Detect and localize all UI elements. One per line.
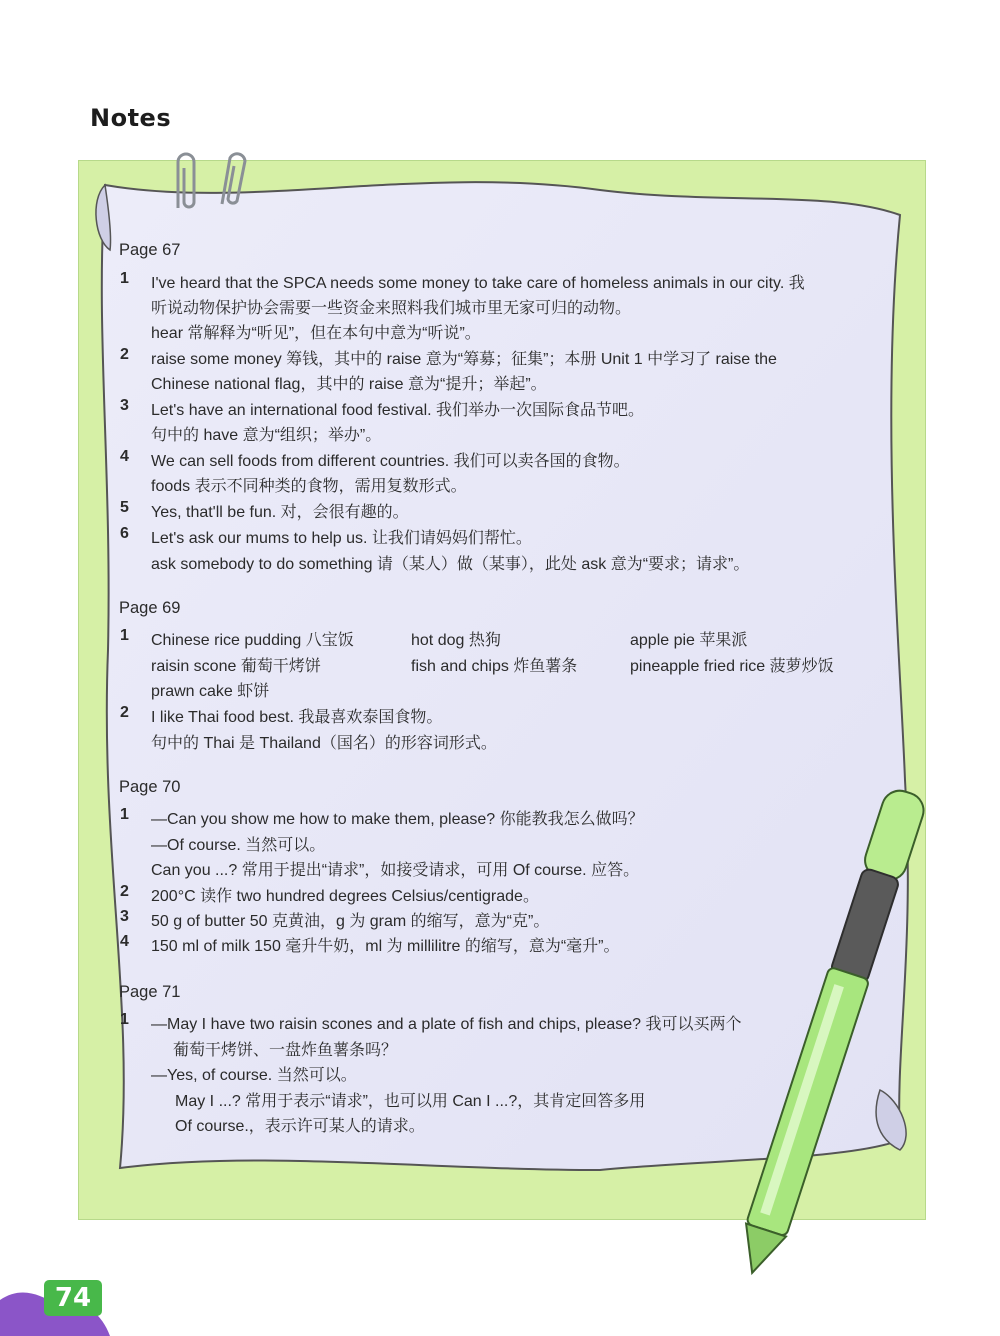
- note-line: —Can you show me how to make them, please? 你能教我怎么做吗？: [151, 811, 644, 828]
- item-number: 1: [120, 1011, 129, 1028]
- note-line: Let's have an international food festival. 我们举办一次国际食品节吧。: [151, 402, 645, 419]
- note-line: 50 g of butter 50 克黄油，g 为 gram 的缩写，意为“克”。: [151, 913, 550, 930]
- note-line: I like Thai food best. 我最喜欢泰国食物。: [151, 709, 443, 726]
- vocab-item: apple pie 苹果派: [630, 632, 748, 649]
- note-line: 句中的 have 意为“组织；举办”。: [151, 427, 382, 444]
- item-number: 1: [120, 270, 129, 287]
- vocab-item: fish and chips 炸鱼薯条: [411, 658, 578, 675]
- note-line: I've heard that the SPCA needs some money to take care of homeless animals in our city. 我: [151, 275, 805, 292]
- item-number: 5: [120, 499, 129, 516]
- vocab-item: prawn cake 虾饼: [151, 683, 270, 700]
- item-number: 4: [120, 448, 129, 465]
- item-number: 2: [120, 346, 129, 363]
- section-page-67: Page 67: [119, 241, 181, 259]
- item-number: 1: [120, 806, 129, 823]
- note-line: Can you ...? 常用于提出“请求”，如接受请求，可用 Of course. 应答。: [151, 862, 640, 879]
- note-line: hear 常解释为“听见”，但在本句中意为“听说”。: [151, 325, 481, 342]
- note-line: Chinese national flag，其中的 raise 意为“提升；举起”。: [151, 376, 547, 393]
- item-number: 6: [120, 525, 129, 542]
- vocab-item: raisin scone 葡萄干烤饼: [151, 658, 321, 675]
- note-line: 葡萄干烤饼、一盘炸鱼薯条吗？: [173, 1042, 398, 1059]
- page-number-badge: 74: [44, 1280, 102, 1316]
- note-line: We can sell foods from different countries. 我们可以卖各国的食物。: [151, 453, 630, 470]
- section-page-69: Page 69: [119, 599, 181, 617]
- note-line: 听说动物保护协会需要一些资金来照料我们城市里无家可归的动物。: [151, 300, 632, 317]
- note-line: May I ...? 常用于表示“请求”，也可以用 Can I ...?，其肯定回答多用: [175, 1093, 646, 1110]
- vocab-item: pineapple fried rice 菠萝炒饭: [630, 658, 834, 675]
- item-number: 1: [120, 627, 129, 644]
- note-line: 200°C 读作 two hundred degrees Celsius/centigrade。: [151, 888, 539, 905]
- note-line: —Of course. 当然可以。: [151, 837, 326, 854]
- item-number: 3: [120, 908, 129, 925]
- note-line: Of course.，表示许可某人的请求。: [175, 1118, 425, 1135]
- section-page-70: Page 70: [119, 778, 181, 796]
- vocab-item: Chinese rice pudding 八宝饭: [151, 632, 354, 649]
- note-line: 句中的 Thai 是 Thailand（国名）的形容词形式。: [151, 735, 497, 752]
- note-line: raise some money 筹钱，其中的 raise 意为“筹募；征集”；本册 Unit 1 中学习了 raise the: [151, 351, 777, 368]
- note-line: 150 ml of milk 150 毫升牛奶，ml 为 millilitre 的缩写，意为“毫升”。: [151, 938, 620, 955]
- page-heading: Notes: [90, 104, 172, 132]
- note-line: ask somebody to do something 请（某人）做（某事），此处 ask 意为“要求；请求”。: [151, 556, 750, 573]
- item-number: 4: [120, 933, 129, 950]
- note-line: foods 表示不同种类的食物，需用复数形式。: [151, 478, 467, 495]
- note-line: —Yes, of course. 当然可以。: [151, 1067, 357, 1084]
- item-number: 2: [120, 883, 129, 900]
- note-line: Yes, that'll be fun. 对，会很有趣的。: [151, 504, 409, 521]
- note-line: —May I have two raisin scones and a plate of fish and chips, please? 我可以买两个: [151, 1016, 742, 1033]
- note-line: Let's ask our mums to help us. 让我们请妈妈们帮忙。: [151, 530, 532, 547]
- section-page-71: Page 71: [119, 983, 181, 1001]
- item-number: 3: [120, 397, 129, 414]
- vocab-item: hot dog 热狗: [411, 632, 501, 649]
- item-number: 2: [120, 704, 129, 721]
